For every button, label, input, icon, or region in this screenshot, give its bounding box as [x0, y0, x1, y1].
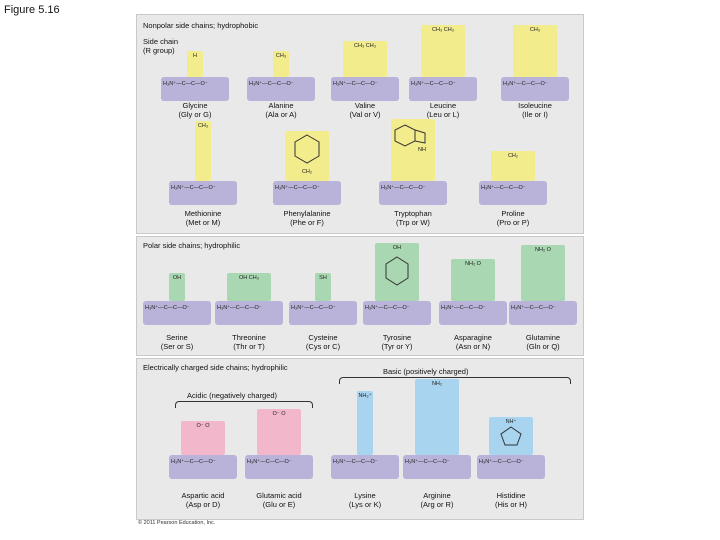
backbone-box: H₃N⁺—C—C—O⁻ — [363, 301, 431, 325]
backbone-box: H₃N⁺—C—C—O⁻ — [169, 181, 237, 205]
aa-label: Glutamine (Gln or Q) — [525, 333, 561, 351]
aa-label: Threonine (Thr or T) — [232, 333, 266, 351]
nonpolar-panel — [136, 14, 584, 234]
aa-label: Methionine (Met or M) — [184, 209, 222, 227]
aa-label: Histidine (His or H) — [494, 491, 528, 509]
figure-label: Figure 5.16 — [4, 4, 60, 16]
side-chain-box: CH₃ — [273, 51, 289, 77]
aa-label: Leucine (Leu or L) — [426, 101, 460, 119]
backbone-box: H₃N⁺—C—C—O⁻ — [501, 77, 569, 101]
side-chain-label: Side chain (R group) — [143, 37, 179, 55]
backbone-box: H₃N⁺—C—C—O⁻ — [409, 77, 477, 101]
backbone-box: H₃N⁺—C—C—O⁻ — [245, 455, 313, 479]
basic-heading: Basic (positively charged) — [383, 367, 469, 376]
aa-label: Glycine (Gly or G) — [178, 101, 212, 119]
side-chain-box: O⁻ O — [257, 409, 301, 455]
indole-ring-icon — [391, 119, 435, 165]
backbone-box: H₃N⁺—C—C—O⁻ — [439, 301, 507, 325]
aa-label: Aspartic acid (Asp or D) — [181, 491, 225, 509]
aa-label: Isoleucine (Ile or I) — [518, 101, 552, 119]
aa-label: Tryptophan (Trp or W) — [394, 209, 432, 227]
backbone-box: H₃N⁺—C—C—O⁻ — [331, 77, 399, 101]
imidazole-ring-icon — [489, 423, 533, 453]
aa-label: Cysteine (Cys or C) — [305, 333, 341, 351]
aa-label: Serine (Ser or S) — [160, 333, 194, 351]
benzene-ring-icon — [285, 131, 329, 167]
side-chain-box: CH₂ — [285, 131, 329, 181]
side-chain-box: OH CH₃ — [227, 273, 271, 301]
backbone-box: H₃N⁺—C—C—O⁻ — [379, 181, 447, 205]
backbone-box: H₃N⁺—C—C—O⁻ — [509, 301, 577, 325]
side-chain-box: H — [187, 51, 203, 77]
aa-label: Asparagine (Asn or N) — [454, 333, 492, 351]
charged-panel — [136, 358, 584, 520]
copyright: © 2011 Pearson Education, Inc. — [138, 520, 216, 526]
side-chain-box: CH₂ — [491, 151, 535, 181]
aa-glycine — [161, 51, 229, 101]
backbone-box: H₃N⁺—C—C—O⁻ — [143, 301, 211, 325]
side-chain-box: NH — [391, 119, 435, 181]
aa-isoleucine — [501, 25, 569, 101]
aa-phenylalanine — [273, 131, 341, 205]
acidic-brace — [175, 401, 313, 408]
side-chain-box: CH₃ CH₃ — [343, 41, 387, 77]
aa-threonine — [215, 273, 283, 325]
aa-leucine — [409, 25, 477, 101]
backbone-box: H₃N⁺—C—C—O⁻ — [215, 301, 283, 325]
side-chain-box: OH — [169, 273, 185, 301]
aa-aspartic-acid — [169, 421, 237, 479]
aa-arginine — [403, 379, 471, 479]
aa-cysteine — [289, 273, 357, 325]
backbone-box: H₃N⁺—C—C—O⁻ — [247, 77, 315, 101]
aa-label: Alanine (Ala or A) — [265, 101, 297, 119]
side-chain-box: O⁻ O — [181, 421, 225, 455]
side-chain-box: NH₂ O — [521, 245, 565, 301]
side-chain-box: CH₃ CH₃ — [421, 25, 465, 77]
aa-alanine — [247, 51, 315, 101]
side-chain-box: OH — [375, 243, 419, 301]
aa-valine — [331, 41, 399, 101]
aa-lysine — [331, 391, 399, 479]
backbone-box: H₃N⁺—C—C—O⁻ — [289, 301, 357, 325]
polar-panel — [136, 236, 584, 356]
phenol-ring-icon — [375, 249, 419, 299]
backbone-box: H₃N⁺—C—C—O⁻ — [403, 455, 471, 479]
acidic-heading: Acidic (negatively charged) — [187, 391, 278, 400]
backbone-box: H₃N⁺—C—C—O⁻ — [273, 181, 341, 205]
aa-label: Arginine (Arg or R) — [420, 491, 454, 509]
aa-methionine — [169, 121, 237, 205]
aa-proline — [479, 151, 547, 205]
charged-heading: Electrically charged side chains; hydrophilic — [143, 363, 288, 372]
aa-label: Lysine (Lys or K) — [348, 491, 382, 509]
aa-label: Phenylalanine (Phe or F) — [283, 209, 331, 227]
nonpolar-heading: Nonpolar side chains; hydrophobic — [143, 21, 259, 30]
side-chain-box: CH₃ — [195, 121, 211, 181]
aa-tryptophan — [379, 119, 447, 205]
aa-label: Proline (Pro or P) — [496, 209, 530, 227]
side-chain-box: NH₂ — [415, 379, 459, 455]
aa-tyrosine — [363, 243, 431, 325]
aa-label: Valine (Val or V) — [349, 101, 381, 119]
aa-label: Tyrosine (Tyr or Y) — [381, 333, 413, 351]
polar-heading: Polar side chains; hydrophilic — [143, 241, 241, 250]
side-chain-box: NH₃⁺ — [357, 391, 373, 455]
aa-asparagine — [439, 259, 507, 325]
backbone-box: H₃N⁺—C—C—O⁻ — [331, 455, 399, 479]
aa-glutamic-acid — [245, 409, 313, 479]
aa-label: Glutamic acid (Glu or E) — [256, 491, 302, 509]
backbone-box: H₃N⁺—C—C—O⁻ — [477, 455, 545, 479]
aa-serine — [143, 273, 211, 325]
backbone-box: H₃N⁺—C—C—O⁻ — [161, 77, 229, 101]
aa-histidine — [477, 417, 545, 479]
side-chain-box: NH₂ O — [451, 259, 495, 301]
backbone-box: H₃N⁺—C—C—O⁻ — [169, 455, 237, 479]
side-chain-box: NH⁺ — [489, 417, 533, 455]
side-chain-box: SH — [315, 273, 331, 301]
backbone-box: H₃N⁺—C—C—O⁻ — [479, 181, 547, 205]
aa-glutamine — [509, 245, 577, 325]
side-chain-box: CH₃ — [513, 25, 557, 77]
